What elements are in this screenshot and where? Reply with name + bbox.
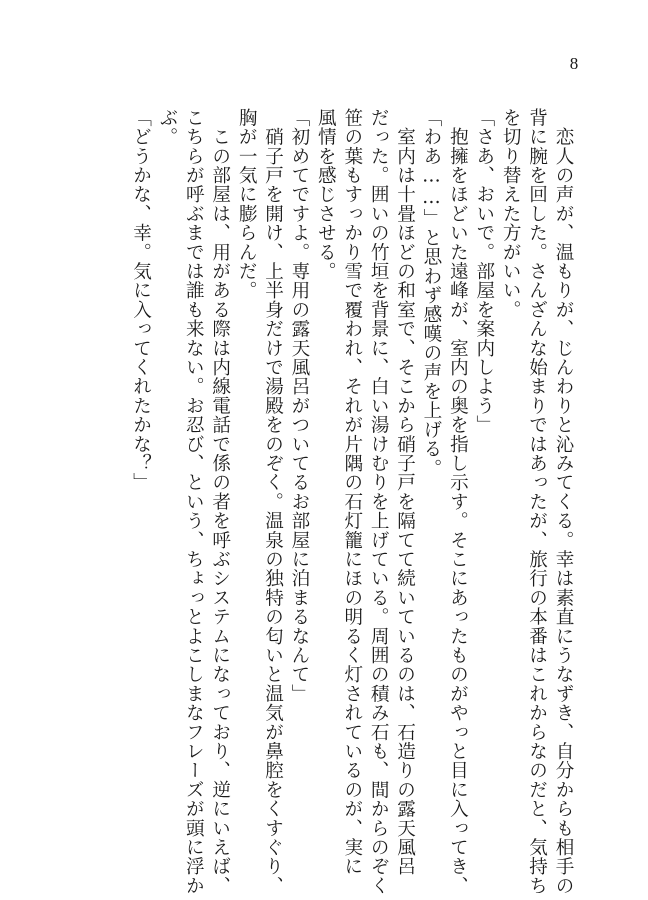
text-line: 背に腕を回した。さんざんな始まりではあったが、旅行の本番はこれからなのだと、気持ち [526, 108, 548, 896]
page-number: 8 [569, 54, 579, 73]
text-line: ぶ。 [156, 108, 178, 147]
text-line: この部屋は、用がある際は内線電話で係の者を呼ぶシステムになっており、逆にいえば、 [209, 108, 231, 896]
text-line: こちらが呼ぶまでは誰も来ない。お忍び、という、ちょっとよこしまなフレーズが頭に浮か [183, 108, 205, 896]
novel-body-text [127, 108, 576, 896]
text-line: 硝子戸を開け、上半身だけで湯殿をのぞく。温泉の独特の匂いと温気が鼻腔をくすぐり、 [262, 108, 284, 896]
text-line: 「さあ、おいで。部屋を案内しよう」 [473, 108, 495, 435]
text-line: 「わあ……」と思わず感嘆の声を上げる。 [420, 108, 442, 478]
text-line: だった。囲いの竹垣を背景に、白い湯けむりを上げている。周囲の積み石も、間からのぞく [368, 108, 390, 896]
text-line: 室内は十畳ほどの和室で、そこから硝子戸を隔てて続いているのは、石造りの露天風呂 [394, 108, 416, 876]
text-line: 抱擁をほどいた遠峰が、室内の奥を指し示す。そこにあったものがやっと目に入ってき、 [447, 108, 469, 896]
text-line: 「初めてですよ。専用の露天風呂がついてるお部屋に泊まるなんて」 [288, 108, 310, 704]
text-line: 「どうかな、幸。気に入ってくれたかな？」 [130, 108, 152, 492]
text-line: を切り替えた方がいい。 [500, 108, 522, 320]
text-line: 胸が一気に膨らんだ。 [236, 108, 258, 300]
text-line: 笹の葉もすっかり雪で覆われ、それが片隅の石灯籠にほの明るく灯されているのが、実に [341, 108, 363, 876]
text-line: 風情を感じさせる。 [315, 108, 337, 281]
text-line: 恋人の声が、温もりが、じんわりと沁みてくる。幸は素直にうなずき、自分からも相手の [553, 108, 574, 896]
